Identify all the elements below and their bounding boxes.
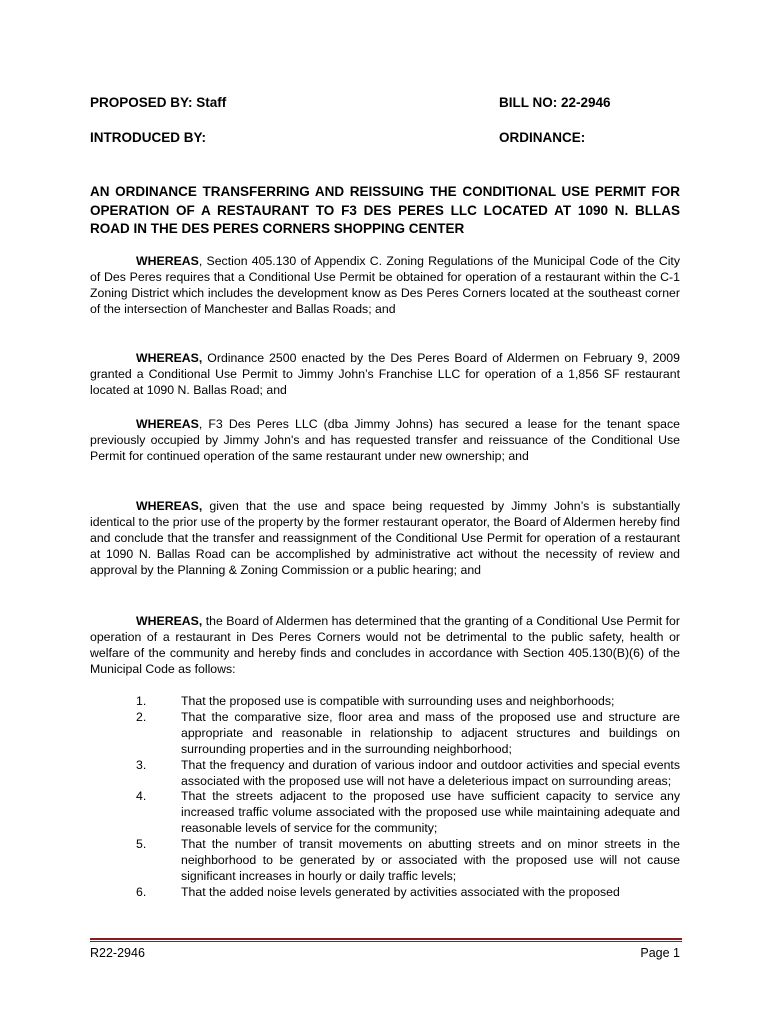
list-item [90, 710, 680, 758]
bill-number: BILL NO: 22-2946 [499, 95, 611, 110]
list-text: That the added noise levels generated by activities associated with the proposed [181, 884, 620, 899]
introduced-by: INTRODUCED BY: [90, 130, 206, 145]
list-item [90, 837, 680, 885]
whereas-keyword: WHEREAS [136, 254, 199, 268]
list-text: That the number of transit movements on abutting streets and on minor streets in the neighborhood to be generated by or associated with the proposed use will not cause significant increases in hourly or daily traffic levels; [181, 837, 680, 883]
paragraph-text: , Section 405.130 of Appendix C. Zoning Regulations of the Municipal Code of the City of Des Peres requires that a Conditional Use Permit be obtained for operation of a restaurant within the C-1 Zoning District which includes the development know as Des Peres Corners located at the southeast corner of the intersection of Manchester and Ballas Roads; and [90, 254, 680, 316]
whereas-paragraph-5 [90, 614, 680, 678]
list-text: That the frequency and duration of various indoor and outdoor activities and special events associated with the proposed use will not have a deleterious impact on surrounding areas; [181, 757, 680, 788]
proposed-by: PROPOSED BY: Staff [90, 95, 227, 110]
list-number: 6. [136, 884, 147, 899]
list-text: That the proposed use is compatible with surrounding uses and neighborhoods; [181, 694, 615, 708]
list-text: That the comparative size, floor area and mass of the proposed use and structure are appropriate and reasonable in relationship to adjacent structures and buildings on surrounding properties and in the surrounding neighborhood; [181, 709, 680, 756]
list-item [90, 694, 680, 710]
whereas-keyword: WHEREAS, [136, 614, 203, 628]
whereas-paragraph-3 [90, 417, 680, 465]
footer-divider-thin [90, 941, 682, 942]
list-item [90, 758, 680, 790]
ordinance-title: AN ORDINANCE TRANSFERRING AND REISSUING THE CONDITIONAL USE PERMIT FOR OPERATION OF A RESTAURANT TO F3 DES PERES LLC LOCATED AT 1090 N. BLLAS ROAD IN THE DES PERES CORNERS SHOPPING CENTER [90, 184, 680, 236]
list-number: 5. [136, 837, 147, 852]
whereas-paragraph-1 [90, 254, 680, 318]
footer-page-number: Page 1 [640, 946, 680, 960]
list-number: 1. [136, 694, 147, 708]
whereas-paragraph-4 [90, 499, 680, 579]
paragraph-text: Ordinance 2500 enacted by the Des Peres Board of Aldermen on February 9, 2009 granted a Conditional Use Permit to Jimmy John’s Franchise LLC for operation of a 1,856 SF restaurant located at 1090 N. Ballas Road; and [90, 351, 680, 397]
whereas-paragraph-2 [90, 351, 680, 399]
list-item [90, 789, 680, 837]
footer-divider [90, 938, 682, 940]
list-text: That the streets adjacent to the proposed use have sufficient capacity to service any increased traffic volume associated with the proposed use while maintaining adequate and reasonable levels of service for the community; [181, 789, 680, 836]
list-number: 4. [136, 789, 147, 804]
ordinance-number: ORDINANCE: [499, 130, 586, 145]
findings-list [90, 694, 680, 901]
list-number: 3. [136, 757, 147, 772]
footer-doc-id: R22-2946 [90, 946, 145, 960]
paragraph-text: given that the use and space being requested by Jimmy John’s is substantially identical to the prior use of the property by the former restaurant operator, the Board of Aldermen hereby find and conclude that the transfer and reassignment of the Conditional Use Permit for operation of a restaurant at 1090 N. Ballas Road can be accomplished by administrative act without the necessity of review and approval by the Planning & Zoning Commission or a public hearing; and [90, 499, 680, 577]
whereas-keyword: WHEREAS, [136, 499, 203, 513]
list-number: 2. [136, 709, 147, 724]
whereas-keyword: WHEREAS, [136, 351, 203, 365]
whereas-keyword: WHEREAS [136, 417, 199, 431]
paragraph-text: the Board of Aldermen has determined that the granting of a Conditional Use Permit for operation of a restaurant in Des Peres Corners would not be detrimental to the public safety, health or welfare of the community and hereby finds and concludes in accordance with Section 405.130(B)(6) of the Municipal Code as follows: [90, 614, 680, 676]
list-item [90, 885, 680, 901]
paragraph-text: , F3 Des Peres LLC (dba Jimmy Johns) has secured a lease for the tenant space previously occupied by Jimmy John's and has requested transfer and reissuance of the Conditional Use Permit for continued operation of the same restaurant under new ownership; and [90, 417, 680, 463]
